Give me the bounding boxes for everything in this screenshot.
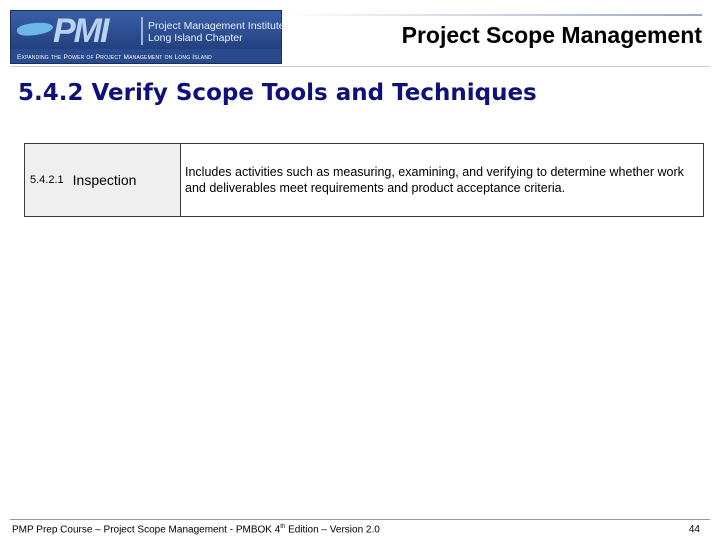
logo-org-line1: Project Management Institute [148, 20, 285, 32]
logo-tagline: Expanding the Power of Project Management on Long Island [17, 54, 212, 61]
logo-divider [141, 17, 143, 45]
footer-text-sup: th [280, 524, 286, 530]
pmi-logo [10, 10, 285, 64]
technique-description: Includes activities such as measuring, examining, and verifying to determine whether work and deliverables meet requirements and product acceptance criteria. [185, 165, 684, 195]
footer-text-main: PMP Prep Course – Project Scope Management - PMBOK 4 [12, 524, 281, 536]
header-title: Project Scope Management [401, 22, 702, 48]
technique-name: Inspection [72, 172, 137, 188]
footer-text-edition: Edition – Version 2.0 [285, 524, 380, 536]
technique-label-cell [25, 144, 181, 216]
page-number: 44 [688, 524, 700, 535]
footer-text [12, 524, 380, 535]
header-rule [282, 14, 702, 16]
technique-number: 5.4.2.1 [30, 174, 64, 186]
techniques-table [24, 143, 704, 217]
header-underline [10, 66, 710, 67]
logo-mark: PMI [53, 12, 108, 50]
logo-org-line2: Long Island Chapter [148, 32, 243, 44]
footer-rule [10, 519, 710, 520]
slide-title: 5.4.2 Verify Scope Tools and Techniques [18, 80, 537, 106]
